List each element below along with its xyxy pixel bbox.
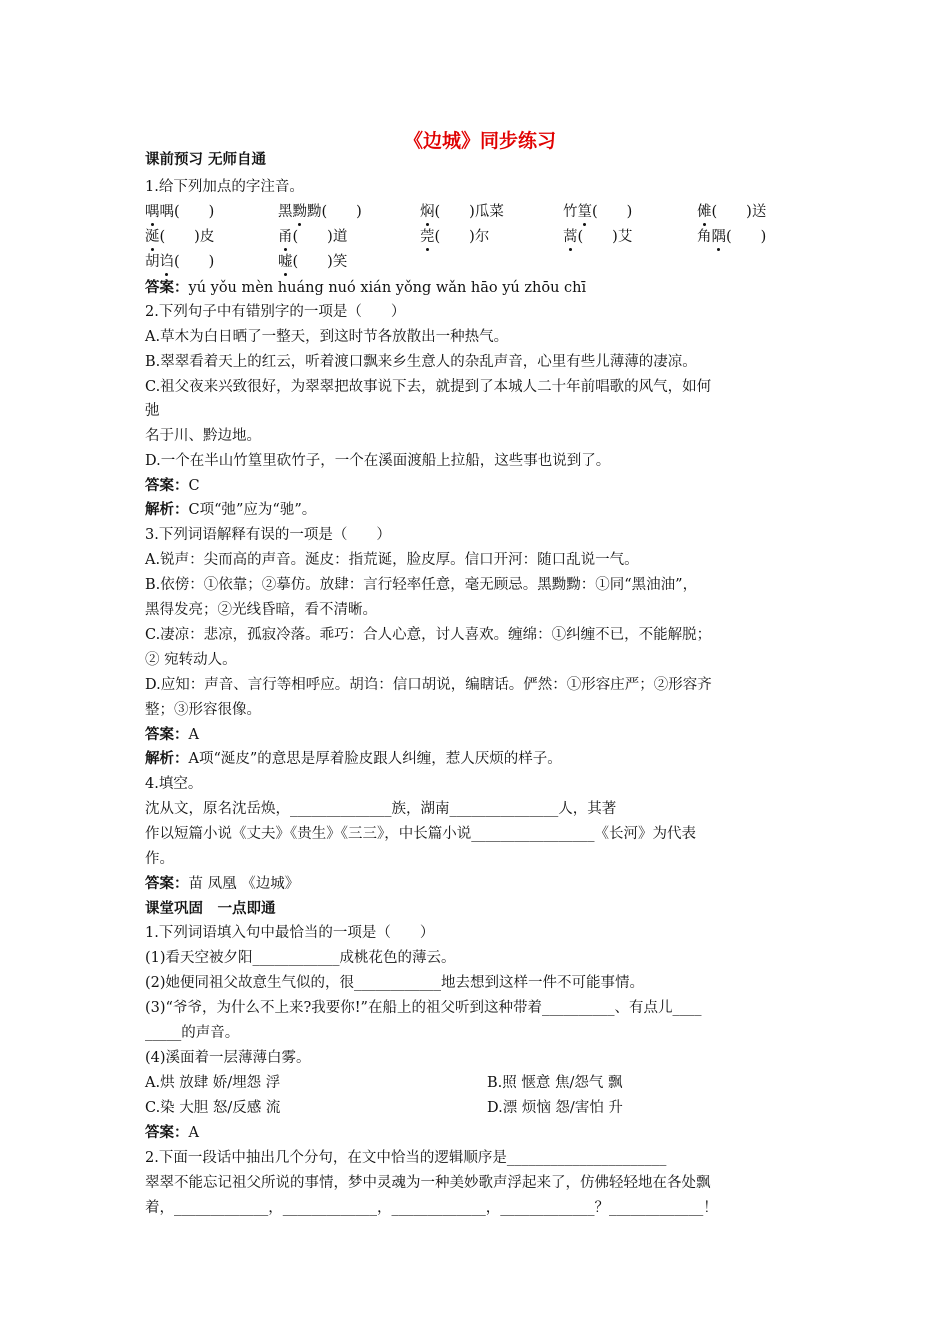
pinyin-item-prefix: 黑 [278,204,293,220]
p1-sentence-3-line2: _____的声音。 [145,1025,240,1041]
answer-text: C [188,478,200,494]
q3-option-c-line1: C.凄凉：悲凉，孤寂冷落。乖巧：合人心意，讨人喜欢。缠绵：①纠缠不已，不能解脱； [145,627,712,643]
pinyin-item [697,200,766,221]
q3-analysis [145,749,562,769]
dotted-character: 嘘 [278,254,293,270]
pinyin-item-blank: ( ) [592,204,633,220]
q4-line1: 沈从文，原名沈岳焕，______________族，湖南_______________人，其著 [145,801,617,817]
pinyin-item-blank: ( )尔 [434,229,490,245]
q3-answer [145,725,199,745]
q3-option-c-line2: ② 宛转动人。 [145,652,237,668]
pinyin-item [420,200,504,221]
p2-line2: 着，_____________，_____________，_____________，_____________？_____________！ [145,1200,718,1216]
q2-option-b: B.翠翠看着天上的红云，听着渡口飘来乡生意人的杂乱声音，心里有些儿薄薄的凄凉。 [145,354,697,370]
q2-option-c-line2: 弛 [145,403,160,419]
dotted-character: 隅 [711,229,726,245]
pinyin-item-blank: ( )送 [711,204,767,220]
pinyin-item [563,225,632,246]
pinyin-row-1 [145,200,815,220]
p2-line1: 翠翠不能忘记祖父所说的事情，梦中灵魂为一种美妙歌声浮起来了，仿佛轻轻地在各处飘 [145,1175,711,1191]
dotted-character: 黝 [292,204,307,220]
pinyin-item-blank: ( )道 [292,229,348,245]
q4-line2: 作以短篇小说《丈夫》《贵生》《三三》，中长篇小说_________________《长河》为代表 [145,826,696,842]
analysis-label: 解析： [145,750,189,767]
q4-stem: 4.填空。 [145,776,203,792]
section-heading-practice: 课堂巩固 一点即通 [145,900,276,917]
pinyin-item-prefix: 竹 [563,204,578,220]
q3-option-b-line2: 黑得发亮；②光线昏暗，看不清晰。 [145,602,377,618]
pinyin-item-blank: ( )皮 [159,229,215,245]
answer-label: 答案： [145,726,189,743]
pinyin-item [420,225,489,246]
pinyin-item-prefix: 胡 [145,254,160,270]
p1-option-c: C.染 大胆 怒/反感 流 [145,1100,281,1116]
answer-text: 苗 凤凰 《边城》 [188,876,300,892]
pinyin-item [145,200,214,221]
answer-label: 答案： [145,875,189,892]
pinyin-item-blank: ( ) [174,254,215,270]
answer-label: 答案： [145,279,189,296]
p1-sentence-1: (1)看天空被夕阳____________成桃花色的薄云。 [145,950,456,966]
pinyin-row-3 [145,250,815,270]
q2-analysis [145,500,316,520]
p2-stem: 2.下面一段话中抽出几个分句，在文中恰当的逻辑顺序是______________________ [145,1150,667,1166]
pinyin-item-blank: 喁( ) [159,204,215,220]
q2-option-c-line1: C.祖父夜来兴致很好，为翠翠把故事说下去，就提到了本城人二十年前唱歌的风气，如何 [145,379,712,395]
q4-line3: 作。 [145,851,174,867]
q2-answer [145,476,200,496]
pinyin-item [278,225,347,246]
p1-stem: 1.下列词语填入句中最恰当的一项是（ ） [145,925,435,941]
q3-option-b-line1: B.依傍：①依靠；②摹仿。放肆：言行轻率任意，毫无顾忌。黑黝黝：①同“黑油油”， [145,577,698,593]
dotted-character: 傩 [697,204,712,220]
q2-option-d: D.一个在半山竹篁里砍竹子，一个在溪面渡船上拉船，这些事也说到了。 [145,453,611,469]
pinyin-item [278,250,347,271]
q2-option-a: A.草木为白日晒了一整天，到这时节各放散出一种热气。 [145,329,509,345]
q1-answer [145,278,586,298]
q1-stem: 1.给下列加点的字注音。 [145,179,304,195]
p1-sentence-4: (4)溪面着一层薄薄白雾。 [145,1050,311,1066]
q3-option-a: A.锐声：尖而高的声音。涎皮：指荒诞，脸皮厚。信口开河：随口乱说一气。 [145,552,639,568]
pinyin-item-blank: ( ) [726,229,767,245]
pinyin-row-2 [145,225,815,245]
analysis-text: A项“涎皮”的意思是厚着脸皮跟人纠缠，惹人厌烦的样子。 [188,751,562,767]
analysis-text: C项“弛”应为“驰”。 [188,502,317,518]
answer-label: 答案： [145,477,189,494]
p1-sentence-2: (2)她便同祖父故意生气似的，很____________地去想到这样一件不可能事情。 [145,975,645,991]
q3-option-d-line2: 整；③形容很像。 [145,702,261,718]
pinyin-item-blank: 黝( ) [307,204,362,220]
p1-option-a: A.烘 放肆 娇/埋怨 浮 [145,1075,281,1091]
dotted-character: 蒿 [563,229,578,245]
analysis-label: 解析： [145,501,189,518]
pinyin-item-blank: ( )笑 [292,254,348,270]
q4-answer [145,874,299,894]
p1-option-d: D.漂 烦恼 怨/害怕 升 [487,1100,623,1116]
p1-option-b: B.照 惬意 焦/怨气 飘 [487,1075,623,1091]
dotted-character: 焖 [420,204,435,220]
dotted-character: 甬 [278,229,293,245]
pinyin-item [563,200,632,221]
pinyin-item-blank: ( )艾 [577,229,633,245]
dotted-character: 喁 [145,204,160,220]
section-heading-preview: 课前预习 无师自通 [145,151,267,168]
answer-text: A [188,727,199,743]
dotted-character: 涎 [145,229,160,245]
answer-label: 答案： [145,1124,189,1141]
pinyin-item [278,200,362,221]
q2-stem: 2.下列句子中有错别字的一项是（ ） [145,304,406,320]
document-title: 《边城》同步练习 [403,130,556,152]
q3-stem: 3.下列词语解释有误的一项是（ ） [145,527,391,543]
dotted-character: 篁 [577,204,592,220]
p1-answer [145,1123,199,1143]
answer-text: yú yǒu mèn huáng nuó xián yǒng wǎn hāo yú zhōu chī [188,280,587,296]
dotted-character: 诌 [159,254,174,270]
pinyin-item [697,225,766,246]
q2-option-c-line3: 名于川、黔边地。 [145,428,261,444]
answer-text: A [188,1125,199,1141]
dotted-character: 莞 [420,229,435,245]
pinyin-item [145,250,214,271]
q3-option-d-line1: D.应知：声音、言行等相呼应。胡诌：信口胡说，编瞎话。俨然：①形容庄严；②形容齐 [145,677,712,693]
p1-sentence-3-line1: (3)“爷爷，为什么不上来?我要你!”在船上的祖父听到这种带着__________、有点儿____ [145,1000,702,1016]
pinyin-item-prefix: 角 [697,229,712,245]
pinyin-item-blank: ( )瓜菜 [434,204,504,220]
pinyin-item [145,225,214,246]
